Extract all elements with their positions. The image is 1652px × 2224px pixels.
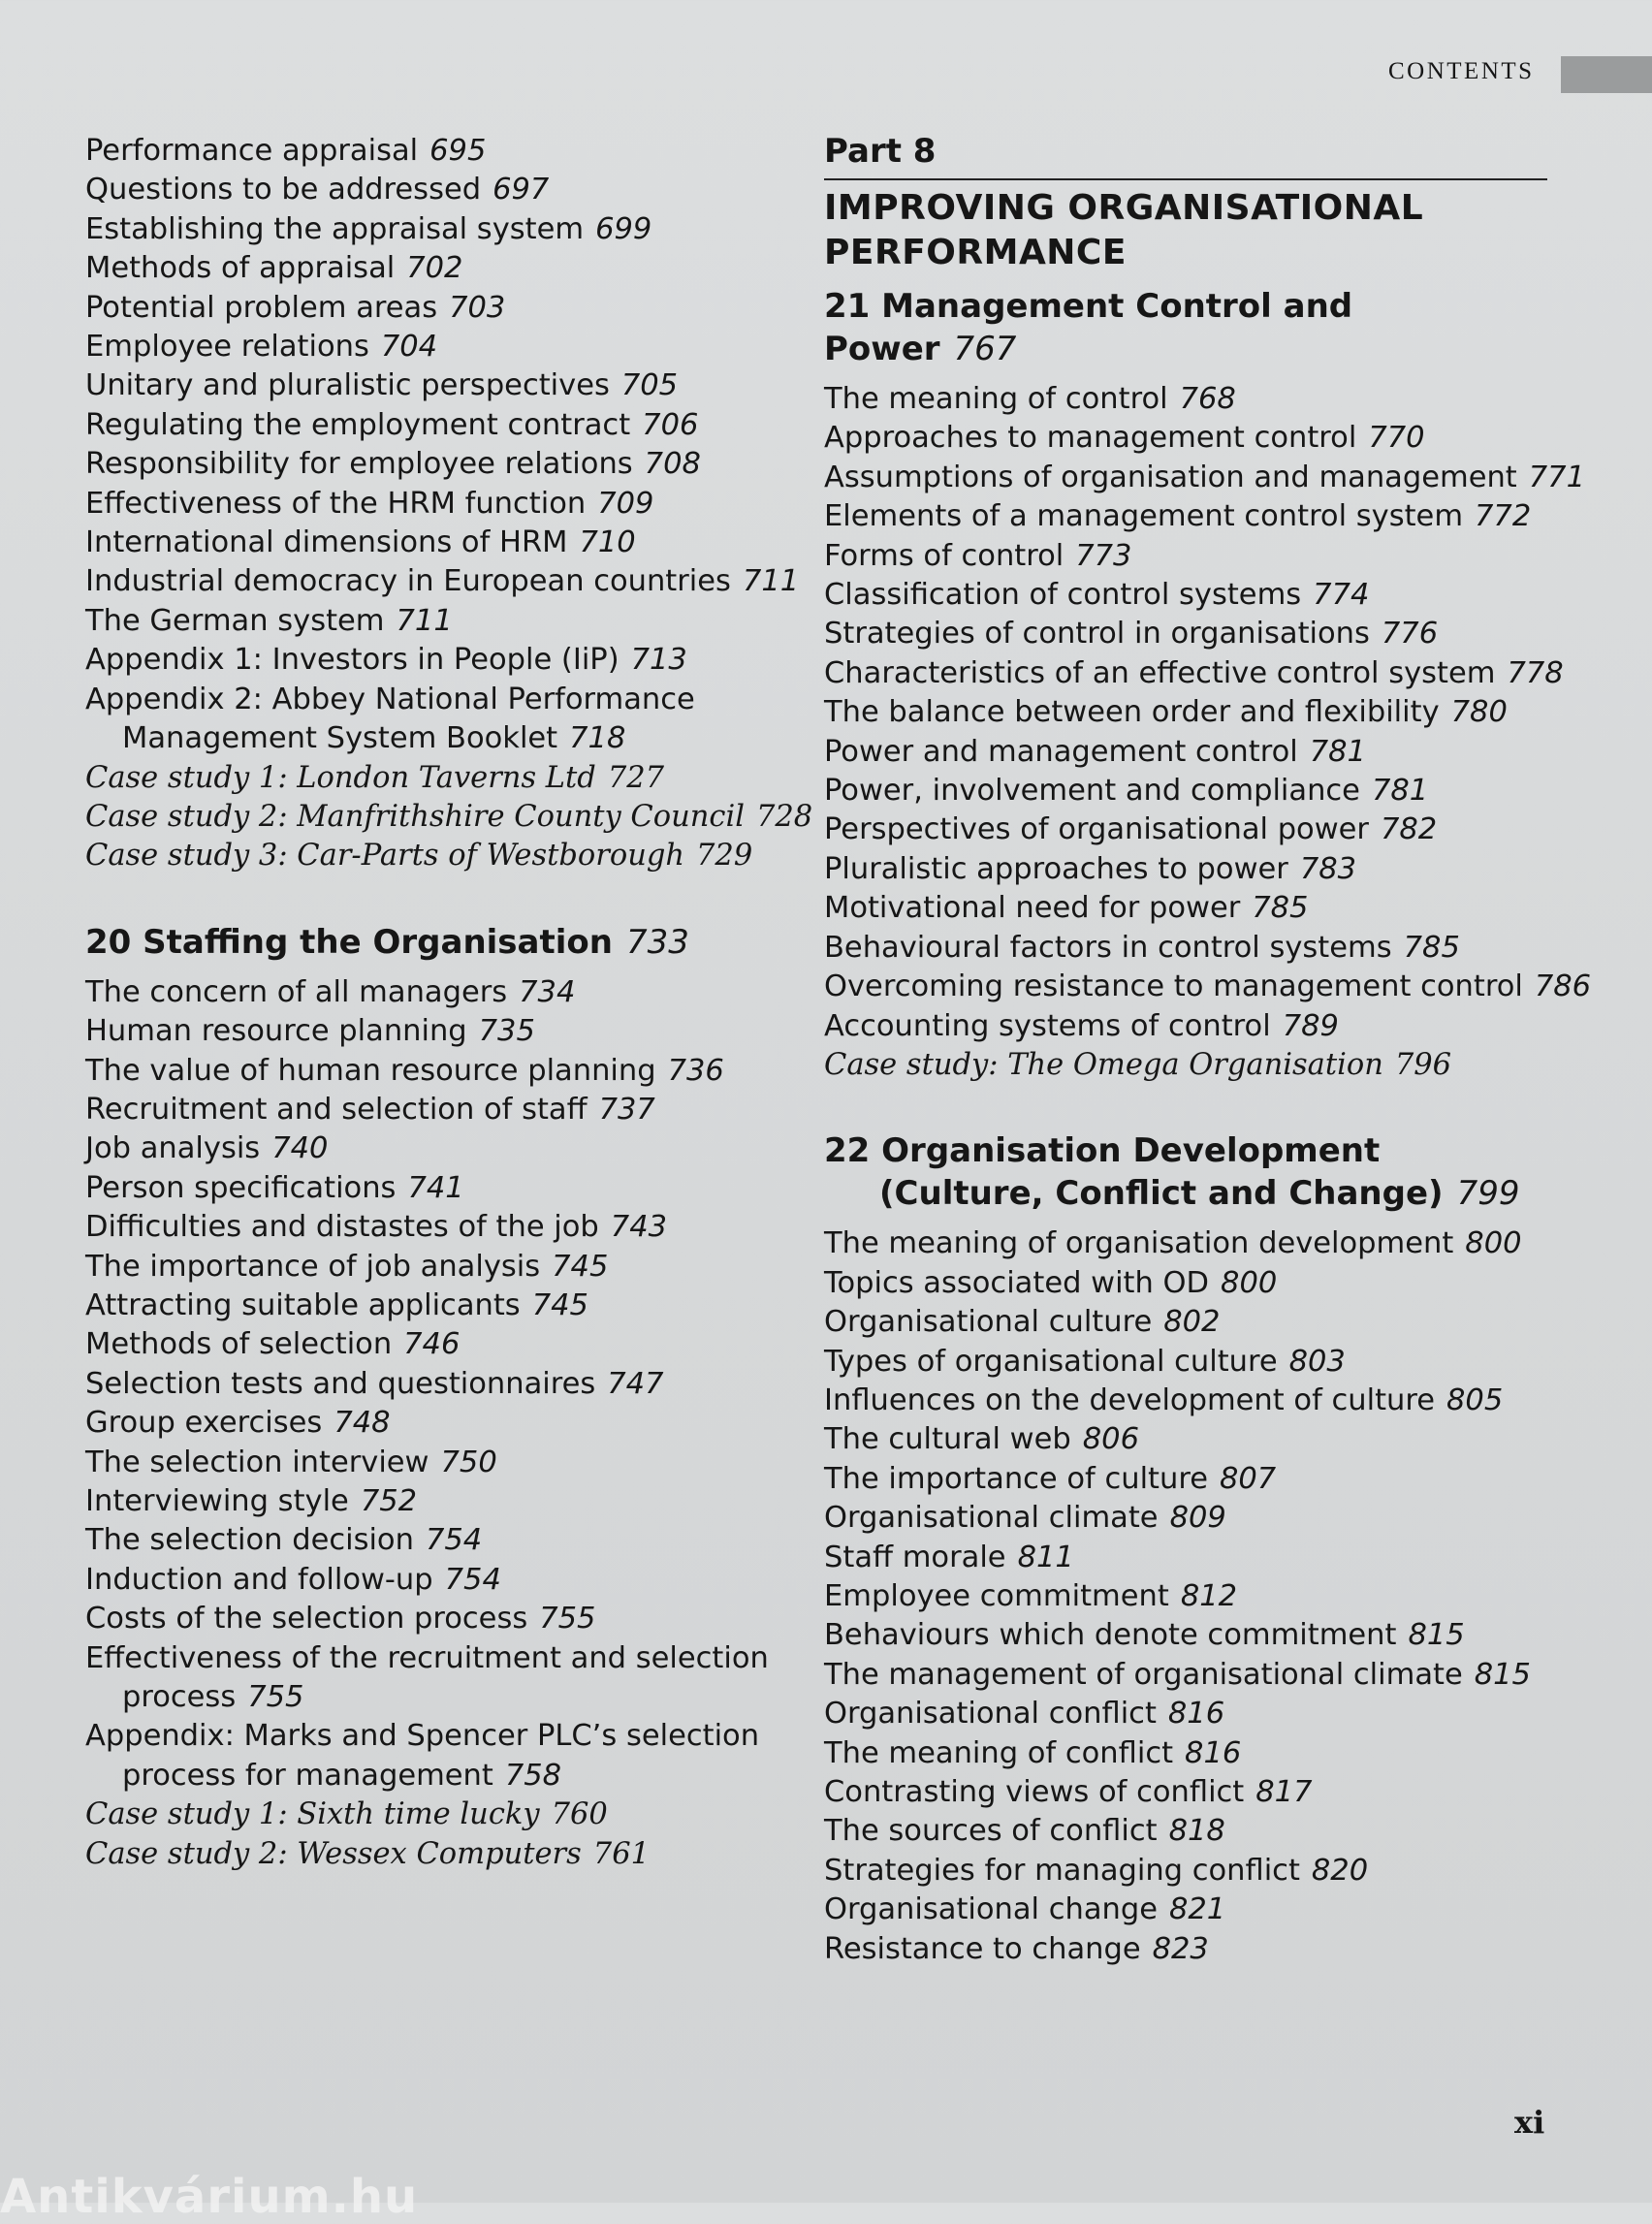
entry-text: Potential problem areas xyxy=(85,290,438,325)
entry-page-number: 728 xyxy=(756,799,813,834)
entry-text: Case study 2: Wessex Computers xyxy=(85,1836,582,1871)
entry-text: Attracting suitable applicants xyxy=(85,1287,521,1322)
left-intro-list xyxy=(85,132,812,876)
entry-text: Assumptions of organisation and management xyxy=(824,460,1517,494)
entry-text: The meaning of organisation development xyxy=(824,1226,1454,1261)
entry-text: Topics associated with OD xyxy=(824,1265,1210,1300)
chapter-22-heading xyxy=(824,1129,1547,1215)
chapter-21-list xyxy=(824,380,1592,1085)
entry-page-number: 760 xyxy=(551,1797,608,1832)
contents-entry xyxy=(824,1616,1547,1655)
entry-page-number: 817 xyxy=(1255,1775,1313,1809)
entry-page-number: 745 xyxy=(552,1249,609,1284)
entry-page-number: 699 xyxy=(595,211,652,246)
entry-page-number: 816 xyxy=(1167,1697,1225,1732)
case-study-entry xyxy=(85,1835,812,1874)
entry-text: The cultural web xyxy=(824,1422,1071,1457)
contents-entry xyxy=(824,537,1547,576)
contents-entry xyxy=(85,485,812,524)
entry-text: Group exercises xyxy=(85,1406,323,1441)
contents-entry xyxy=(85,132,812,171)
entry-page-number: 750 xyxy=(440,1445,497,1479)
entry-page-number: 771 xyxy=(1528,460,1585,494)
entry-page-number: 774 xyxy=(1313,578,1370,613)
contents-entry xyxy=(85,1012,812,1051)
contents-entry xyxy=(85,1482,812,1521)
entry-text: International dimensions of HRM xyxy=(85,525,568,560)
entry-page-number: 748 xyxy=(334,1406,391,1441)
entry-text: Effectiveness of the recruitment and selection process xyxy=(85,1640,769,1715)
entry-page-number: 755 xyxy=(247,1680,304,1715)
entry-text: Organisational climate xyxy=(824,1501,1159,1536)
entry-page-number: 741 xyxy=(407,1170,464,1205)
entry-text: The importance of culture xyxy=(824,1461,1208,1496)
entry-page-number: 704 xyxy=(380,330,438,365)
entry-page-number: 806 xyxy=(1082,1422,1139,1457)
entry-page-number: 705 xyxy=(620,368,679,403)
contents-entry xyxy=(824,772,1547,810)
entry-text: Motivational need for power xyxy=(824,891,1241,926)
contents-entry xyxy=(85,1404,812,1443)
chapter-22-list xyxy=(824,1224,1547,1969)
entry-page-number: 740 xyxy=(271,1131,329,1166)
chapter-20-list xyxy=(85,973,812,1874)
contents-entry xyxy=(85,1208,812,1247)
entry-page-number: 755 xyxy=(539,1602,596,1636)
entry-page-number: 786 xyxy=(1534,969,1592,1004)
entry-page-number: 708 xyxy=(644,447,701,482)
entry-text: Person specifications xyxy=(85,1170,397,1205)
entry-text: Induction and follow-up xyxy=(85,1562,433,1597)
case-study-entry xyxy=(85,837,812,875)
entry-text: Power and management control xyxy=(824,734,1298,769)
contents-entry xyxy=(824,733,1547,772)
contents-entry xyxy=(824,497,1547,536)
contents-entry xyxy=(824,1264,1547,1303)
contents-entry xyxy=(824,1420,1547,1459)
entry-page-number: 781 xyxy=(1371,774,1429,809)
entry-page-number: 697 xyxy=(492,173,550,207)
entry-text: Organisational culture xyxy=(824,1305,1153,1340)
chapter-page-number: 799 xyxy=(1456,1174,1520,1214)
contents-entry xyxy=(85,210,812,249)
entry-text: Perspectives of organisational power xyxy=(824,812,1369,847)
entry-page-number: 706 xyxy=(642,407,699,442)
entry-text: Interviewing style xyxy=(85,1484,349,1518)
entry-page-number: 812 xyxy=(1180,1578,1238,1613)
entry-page-number: 737 xyxy=(598,1092,655,1127)
entry-page-number: 780 xyxy=(1450,695,1508,730)
entry-page-number: 820 xyxy=(1311,1853,1369,1888)
entry-text: Appendix 1: Investors in People (IiP) xyxy=(85,643,620,678)
part-label: Part 8 xyxy=(824,132,1547,180)
entry-page-number: 778 xyxy=(1507,655,1564,690)
entry-page-number: 734 xyxy=(519,974,576,1009)
entry-text: Types of organisational culture xyxy=(824,1344,1278,1379)
entry-page-number: 754 xyxy=(425,1523,483,1558)
entry-page-number: 758 xyxy=(504,1758,562,1793)
contents-entry xyxy=(824,1577,1547,1616)
entry-page-number: 800 xyxy=(1221,1265,1278,1300)
entry-text: Case study 1: London Taverns Ltd xyxy=(85,760,596,795)
page-folio: xi xyxy=(1514,2104,1545,2141)
contents-entry xyxy=(85,602,812,641)
entry-page-number: 800 xyxy=(1465,1226,1522,1261)
chapter-21-heading xyxy=(824,285,1547,370)
contents-entry xyxy=(824,1303,1547,1342)
entry-page-number: 805 xyxy=(1446,1382,1504,1417)
contents-entry xyxy=(824,1343,1547,1382)
entry-page-number: 709 xyxy=(597,486,654,521)
entry-page-number: 816 xyxy=(1185,1735,1242,1770)
entry-text: Organisational change xyxy=(824,1892,1158,1927)
entry-text: Methods of selection xyxy=(85,1327,393,1362)
entry-text: The meaning of conflict xyxy=(824,1735,1174,1770)
running-header: CONTENTS xyxy=(1388,58,1535,84)
entry-text: Forms of control xyxy=(824,538,1064,573)
entry-text: Influences on the development of culture xyxy=(824,1382,1436,1417)
contents-entry xyxy=(824,1695,1547,1733)
entry-text: Difficulties and distastes of the job xyxy=(85,1210,599,1245)
entry-page-number: 761 xyxy=(592,1836,651,1871)
contents-entry xyxy=(824,1930,1547,1969)
contents-entry xyxy=(824,576,1547,615)
entry-page-number: 772 xyxy=(1475,499,1532,534)
entry-page-number: 785 xyxy=(1403,930,1460,965)
contents-entry xyxy=(85,328,812,366)
contents-entry xyxy=(824,459,1585,497)
entry-text: Resistance to change xyxy=(824,1931,1141,1966)
contents-entry xyxy=(824,1852,1547,1890)
contents-entry xyxy=(85,1325,812,1364)
entry-text: Costs of the selection process xyxy=(85,1602,528,1636)
entry-text: Contrasting views of conflict xyxy=(824,1775,1245,1809)
contents-entry xyxy=(85,1129,812,1168)
chapter-page-number: 767 xyxy=(953,330,1017,368)
contents-entry xyxy=(824,1007,1547,1046)
entry-text: Classification of control systems xyxy=(824,578,1302,613)
entry-text: Responsibility for employee relations xyxy=(85,447,633,482)
contents-entry xyxy=(85,249,812,288)
entry-text: Job analysis xyxy=(85,1131,261,1166)
contents-entry xyxy=(824,810,1547,849)
contents-entry xyxy=(85,1169,812,1208)
entry-text: Behaviours which denote commitment xyxy=(824,1618,1397,1653)
entry-page-number: 811 xyxy=(1017,1540,1074,1574)
entry-text: Methods of appraisal xyxy=(85,251,396,286)
entry-page-number: 809 xyxy=(1169,1501,1226,1536)
entry-page-number: 703 xyxy=(449,290,506,325)
contents-entry xyxy=(824,1890,1547,1929)
contents-entry xyxy=(85,1052,812,1091)
entry-text: Appendix: Marks and Spencer PLC’s selection process for management xyxy=(85,1719,760,1793)
case-study-entry xyxy=(85,1795,812,1834)
entry-page-number: 782 xyxy=(1380,812,1438,847)
contents-entry xyxy=(824,419,1547,458)
contents-entry xyxy=(85,406,812,445)
entry-text: Human resource planning xyxy=(85,1014,467,1049)
entry-page-number: 785 xyxy=(1252,891,1309,926)
entry-page-number: 807 xyxy=(1219,1461,1277,1496)
contents-entry xyxy=(824,380,1547,419)
entry-page-number: 783 xyxy=(1299,851,1357,886)
contents-entry xyxy=(824,1656,1547,1695)
entry-text: The German system xyxy=(85,603,385,638)
entry-text: Strategies of control in organisations xyxy=(824,617,1370,651)
contents-entry xyxy=(85,445,812,484)
entry-page-number: 729 xyxy=(696,839,753,874)
entry-text: The sources of conflict xyxy=(824,1814,1158,1849)
entry-page-number: 736 xyxy=(667,1053,724,1088)
contents-entry xyxy=(85,171,812,209)
contents-entry xyxy=(824,615,1547,653)
entry-page-number: 776 xyxy=(1381,617,1439,651)
chapter-page-number: 733 xyxy=(625,922,689,962)
entry-page-number: 743 xyxy=(610,1210,668,1245)
case-study-entry xyxy=(824,1046,1547,1085)
entry-page-number: 752 xyxy=(360,1484,418,1518)
entry-page-number: 770 xyxy=(1368,421,1425,456)
entry-page-number: 711 xyxy=(396,603,453,638)
entry-text: Case study 2: Manfrithshire County Council xyxy=(85,799,745,834)
entry-text: Questions to be addressed xyxy=(85,173,482,207)
entry-text: Case study: The Omega Organisation xyxy=(824,1047,1383,1082)
entry-page-number: 754 xyxy=(444,1562,501,1597)
chapter-title-text: 22 Organisation Development (Culture, Conflict and Change) xyxy=(824,1131,1444,1214)
contents-entry xyxy=(85,973,812,1012)
contents-entry xyxy=(85,562,812,601)
entry-page-number: 710 xyxy=(579,525,636,560)
entry-text: Establishing the appraisal system xyxy=(85,211,585,246)
entry-page-number: 815 xyxy=(1474,1657,1531,1692)
entry-page-number: 821 xyxy=(1168,1892,1226,1927)
entry-page-number: 802 xyxy=(1163,1305,1221,1340)
entry-page-number: 818 xyxy=(1168,1814,1225,1849)
entry-text: Staff morale xyxy=(824,1540,1006,1574)
entry-text: Employee commitment xyxy=(824,1578,1169,1613)
left-column xyxy=(85,132,812,1874)
entry-page-number: 747 xyxy=(607,1366,664,1401)
contents-entry xyxy=(824,1224,1547,1263)
entry-text: The selection decision xyxy=(85,1523,414,1558)
contents-entry xyxy=(824,1812,1547,1851)
entry-page-number: 823 xyxy=(1152,1931,1209,1966)
watermark-text: Antikvárium.hu xyxy=(0,2170,419,2224)
entry-text: Effectiveness of the HRM function xyxy=(85,486,587,521)
contents-entry xyxy=(824,654,1564,693)
entry-text: Case study 3: Car-Parts of Westborough xyxy=(85,839,685,874)
contents-entry xyxy=(85,681,812,759)
chapter-title-text: 21 Management Control and Power xyxy=(824,287,1353,368)
entry-text: The management of organisational climate xyxy=(824,1657,1463,1692)
contents-entry xyxy=(85,1444,812,1482)
entry-text: The importance of job analysis xyxy=(85,1249,541,1284)
contents-entry xyxy=(824,850,1547,889)
contents-entry xyxy=(85,1091,812,1129)
entry-page-number: 711 xyxy=(742,564,800,599)
entry-text: Characteristics of an effective control system xyxy=(824,655,1496,690)
entry-text: Regulating the employment contract xyxy=(85,407,631,442)
entry-page-number: 781 xyxy=(1309,734,1366,769)
entry-text: The value of human resource planning xyxy=(85,1053,656,1088)
contents-entry xyxy=(824,889,1547,928)
entry-page-number: 803 xyxy=(1288,1344,1346,1379)
entry-text: Elements of a management control system xyxy=(824,499,1464,534)
entry-text: The selection interview xyxy=(85,1445,429,1479)
contents-entry xyxy=(85,1521,812,1560)
entry-page-number: 789 xyxy=(1282,1008,1339,1043)
contents-entry xyxy=(85,1639,812,1718)
entry-text: Selection tests and questionnaires xyxy=(85,1366,596,1401)
contents-entry xyxy=(85,1248,812,1287)
contents-entry xyxy=(824,1773,1547,1812)
entry-page-number: 745 xyxy=(531,1287,588,1322)
entry-text: Employee relations xyxy=(85,330,369,365)
contents-entry xyxy=(824,1734,1547,1773)
contents-entry xyxy=(824,1499,1547,1538)
contents-entry xyxy=(85,641,812,680)
entry-text: Recruitment and selection of staff xyxy=(85,1092,588,1127)
contents-entry xyxy=(824,968,1592,1006)
entry-page-number: 713 xyxy=(630,643,687,678)
entry-page-number: 815 xyxy=(1408,1618,1465,1653)
entry-text: Accounting systems of control xyxy=(824,1008,1271,1043)
right-column xyxy=(824,132,1592,1969)
entry-page-number: 746 xyxy=(403,1327,461,1362)
contents-entry xyxy=(824,693,1547,732)
contents-entry xyxy=(85,524,812,562)
entry-page-number: 773 xyxy=(1075,538,1132,573)
entry-text: Approaches to management control xyxy=(824,421,1357,456)
contents-entry xyxy=(85,1365,812,1404)
entry-page-number: 702 xyxy=(406,251,463,286)
entry-text: Overcoming resistance to management control xyxy=(824,969,1523,1004)
entry-page-number: 796 xyxy=(1394,1047,1452,1082)
part-title: IMPROVING ORGANISATIONAL PERFORMANCE xyxy=(824,188,1424,272)
entry-page-number: 727 xyxy=(607,760,665,795)
entry-text: Case study 1: Sixth time lucky xyxy=(85,1797,540,1832)
contents-entry xyxy=(824,1460,1547,1499)
contents-entry xyxy=(85,289,812,328)
contents-entry xyxy=(85,1287,812,1325)
entry-text: Organisational conflict xyxy=(824,1697,1157,1732)
entry-page-number: 768 xyxy=(1179,382,1236,416)
chapter-20-heading xyxy=(85,921,812,964)
entry-page-number: 735 xyxy=(478,1014,535,1049)
entry-text: Strategies for managing conflict xyxy=(824,1853,1300,1888)
entry-text: Power, involvement and compliance xyxy=(824,774,1360,809)
entry-text: The meaning of control xyxy=(824,382,1168,416)
contents-entry xyxy=(824,1539,1547,1577)
entry-text: The concern of all managers xyxy=(85,974,508,1009)
entry-text: Unitary and pluralistic perspectives xyxy=(85,368,610,403)
case-study-entry xyxy=(85,759,812,798)
contents-entry xyxy=(85,1600,812,1638)
entry-page-number: 695 xyxy=(429,134,487,168)
chapter-title-text: 20 Staffing the Organisation xyxy=(85,922,613,962)
header-tab-marker xyxy=(1561,56,1652,93)
entry-text: Industrial democracy in European countries xyxy=(85,564,731,599)
contents-entry xyxy=(85,1561,812,1600)
contents-entry xyxy=(824,1382,1547,1420)
entry-page-number: 718 xyxy=(569,721,626,756)
entry-text: Performance appraisal xyxy=(85,134,419,168)
contents-entry xyxy=(85,1717,812,1795)
case-study-entry xyxy=(85,798,812,837)
entry-text: Behavioural factors in control systems xyxy=(824,930,1392,965)
contents-entry xyxy=(824,929,1547,968)
contents-entry xyxy=(85,366,812,405)
entry-text: The balance between order and flexibility xyxy=(824,695,1440,730)
entry-text: Appendix 2: Abbey National Performance Management System Booklet xyxy=(85,682,695,756)
entry-text: Pluralistic approaches to power xyxy=(824,851,1288,886)
